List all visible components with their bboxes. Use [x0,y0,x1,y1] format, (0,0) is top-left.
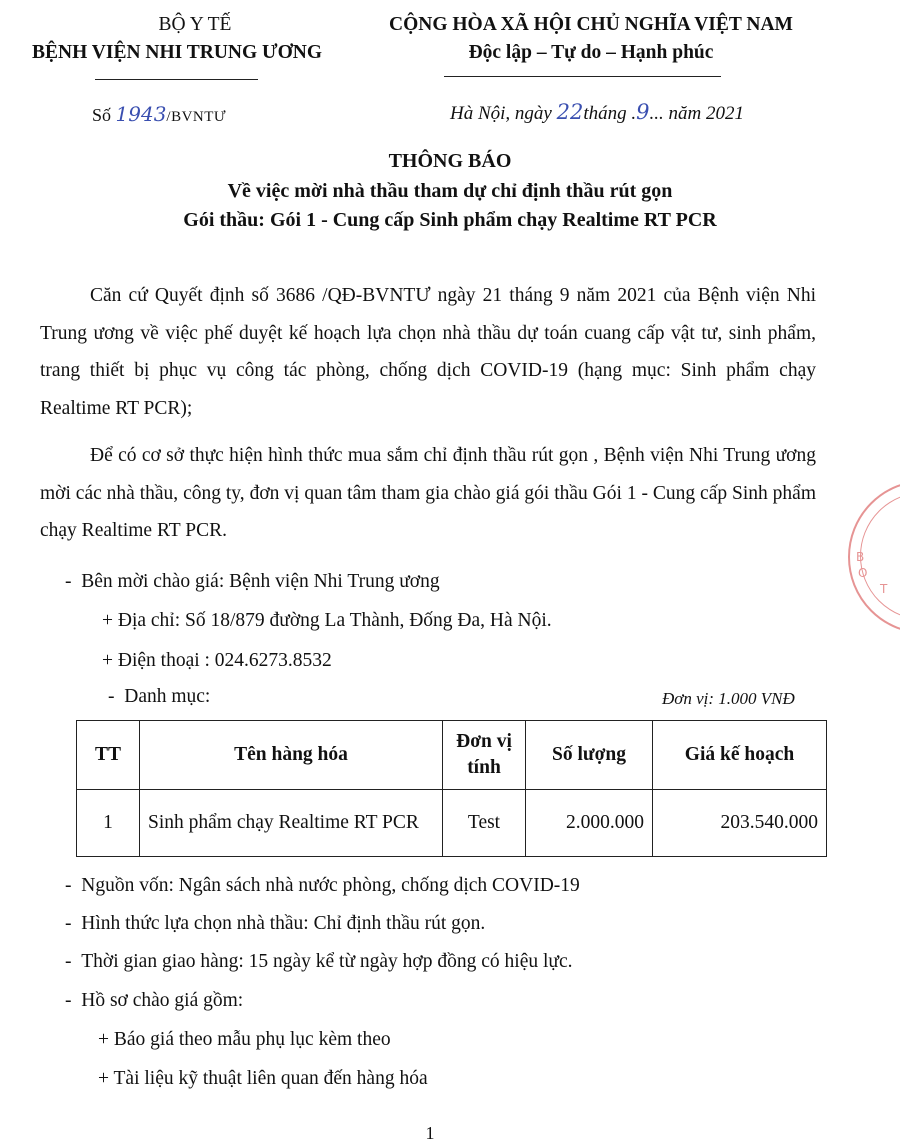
header-planned-price: Giá kế hoạch [653,721,827,790]
stamp-letter-b: B [856,550,865,564]
dossier-item-quote: + Báo giá theo mẫu phụ lục kèm theo [98,1029,391,1050]
stamp-letter-o: O [858,566,868,580]
paragraph-invitation-text: Để có cơ sở thực hiện hình thức mua sắm chỉ định thầu rút gọn , Bệnh viện Nhi Trung ương mời các nhà thầu, công ty, đơn vị quan tâm tham gia chào giá gói thầu Gói 1 - Cung cấp Sinh phẩm chạy Realtime RT PCR. [40,445,816,541]
table-header-row [77,721,827,790]
date-year: ... năm 2021 [649,103,744,124]
motto: Độc lập – Tự do – Hạnh phúc [468,42,714,63]
date-prefix: Hà Nội, ngày [450,103,557,124]
paragraph-legal-basis-text: Căn cứ Quyết định số 3686 /QĐ-BVNTƯ ngày 21 tháng 9 năm 2021 của Bệnh viện Nhi Trung ương về việc phế duyệt kế hoạch lựa chọn nhà thầu dự toán cuang cấp vật tư, sinh phẩm, trang thiết bị phục vụ công tác phòng, chống dịch COVID-19 (hạng mục: Sinh phẩm chạy Realtime RT PCR); [40,285,816,419]
cell-planned-price: 203.540.000 [653,790,827,857]
header-unit [443,721,526,790]
table-row [77,790,827,857]
catalog-label: Danh mục: [124,686,211,707]
selection-text: Hình thức lựa chọn nhà thầu: Chỉ định thầu rút gọn. [81,913,486,934]
address-line: + Địa chỉ: Số 18/879 đường La Thành, Đống Đa, Hà Nội. [102,610,552,631]
dossier-line: - Hồ sơ chào giá gồm: [65,990,244,1011]
doc-number-suffix: /BVNTƯ [166,109,227,125]
funding-text: Nguồn vốn: Ngân sách nhà nước phòng, chống dịch COVID-19 [81,875,580,896]
motto-underline [444,76,721,77]
paragraph-invitation [40,437,816,550]
inviter-line: - Bên mời chào giá: Bệnh viện Nhi Trung ương [65,571,440,592]
cell-tt: 1 [77,790,140,857]
header-item-name: Tên hàng hóa [140,721,443,790]
items-table [76,720,827,857]
notice-heading: THÔNG BÁO [388,150,512,172]
cell-quantity: 2.000.000 [526,790,653,857]
catalog-line: - Danh mục: [108,686,211,707]
funding-line: - Nguồn vốn: Ngân sách nhà nước phòng, chống dịch COVID-19 [65,875,580,896]
delivery-line: - Thời gian giao hàng: 15 ngày kể từ ngày hợp đồng có hiệu lực. [65,951,573,972]
inviter-text: Bên mời chào giá: Bệnh viện Nhi Trung ương [81,571,440,592]
header-tt: TT [77,721,140,790]
hospital-name: BỆNH VIỆN NHI TRUNG ƯƠNG [31,42,322,63]
delivery-text: Thời gian giao hàng: 15 ngày kể từ ngày hợp đồng có hiệu lực. [81,951,573,972]
unit-note: Đơn vị: 1.000 VNĐ [662,689,795,708]
selection-line: - Hình thức lựa chọn nhà thầu: Chỉ định thầu rút gọn. [65,913,486,934]
doc-number-handwritten: 1943 [115,102,167,126]
stamp-inner-ring [860,492,900,620]
header-quantity: Số lượng [526,721,653,790]
document-date [450,100,744,125]
date-day: 22 [556,100,584,124]
header-unit-text: Đơn vị tính [456,731,512,778]
hospital-underline [95,79,258,80]
paragraph-legal-basis [40,277,816,427]
notice-subtitle: Về việc mời nhà thầu tham dự chỉ định thầu rút gọn [227,180,673,202]
country-name: CỘNG HÒA XÃ HỘI CHỦ NGHĨA VIỆT NAM [389,14,793,35]
dossier-item-technical: + Tài liệu kỹ thuật liên quan đến hàng hóa [98,1068,428,1089]
cell-unit: Test [443,790,526,857]
date-month: 9 [636,100,650,124]
stamp-letter-t: T [880,582,888,596]
ministry-name: BỘ Y TẾ [158,14,232,35]
cell-item-name: Sinh phẩm chạy Realtime RT PCR [140,790,443,857]
document-number [92,102,226,126]
official-stamp [848,480,900,634]
package-name: Gói thầu: Gói 1 - Cung cấp Sinh phẩm chạy Realtime RT PCR [183,209,717,231]
phone-line: + Điện thoại : 024.6273.8532 [102,650,332,671]
dossier-text: Hồ sơ chào giá gồm: [81,990,244,1011]
doc-number-prefix: Số [92,105,116,125]
date-month-label: tháng . [583,103,637,124]
page-number: 1 [425,1123,435,1143]
